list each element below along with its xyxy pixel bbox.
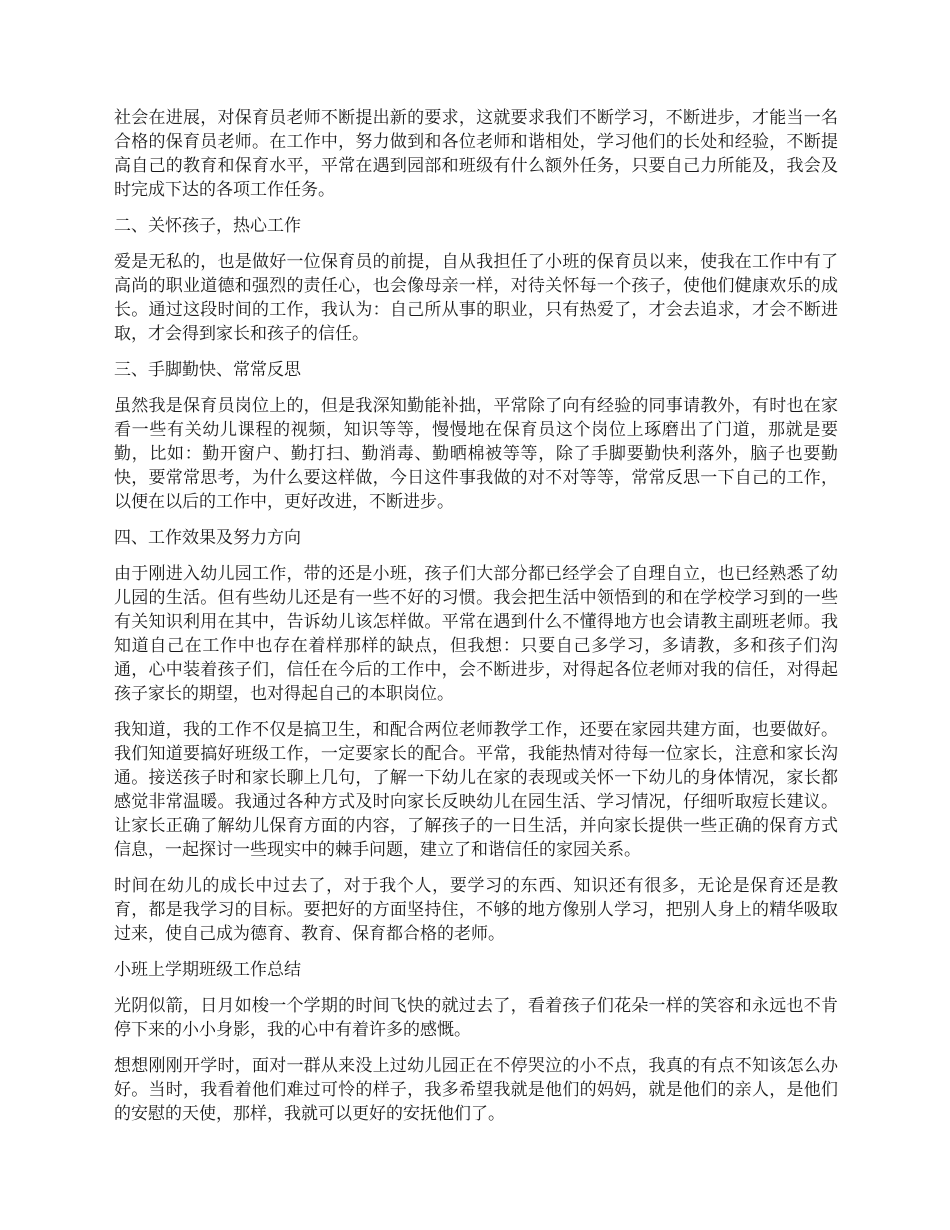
section-heading: 小班上学期班级工作总结 (114, 960, 301, 980)
body-paragraph: 时间在幼儿的成长中过去了，对于我个人，要学习的东西、知识还有很多，无论是保育还是教育，都是我学习的目标。要把好的方面坚持住，不够的地方像别人学习，把别人身上的精华吸取过来，使自己成为德育、教育、保育都合格的老师。 (114, 876, 838, 944)
section-heading: 三、手脚勤快、常常反思 (114, 360, 301, 380)
body-paragraph: 我知道，我的工作不仅是搞卫生，和配合两位老师教学工作，还要在家园共建方面，也要做好。我们知道要搞好班级工作，一定要家长的配合。平常，我能热情对待每一位家长，注意和家长沟通。接送孩子时和家长聊上几句，了解一下幼儿在家的表现或关怀一下幼儿的身体情况，家长都感觉非常温暖。我通过各种方式及时向家长反映幼儿在园生活、学习情况，仔细听取痘长建议。让家长正确了解幼儿保育方面的内容，了解孩子的一日生活，并向家长提供一些正确的保育方式信息，一起探讨一些现实中的棘手问题，建立了和谐信任的家园关系。 (114, 720, 838, 860)
body-paragraph: 虽然我是保育员岗位上的，但是我深知勤能补拙，平常除了向有经验的同事请教外，有时也在家看一些有关幼儿课程的视频，知识等等，慢慢地在保育员这个岗位上琢磨出了门道，那就是要勤，比如：勤开窗户、勤打扫、勤消毒、勤晒棉被等等，除了手脚要勤快利落外，脑子也要勤快，要常常思考，为什么要这样做，今日这件事我做的对不对等等，常常反思一下自己的工作，以便在以后的工作中，更好改进，不断进步。 (114, 396, 838, 512)
body-paragraph: 由于刚进入幼儿园工作，带的还是小班，孩子们大部分都已经学会了自理自立，也已经熟悉了幼儿园的生活。但有些幼儿还是有一些不好的习惯。我会把生活中领悟到的和在学校学习到的一些有关知识利用在其中，告诉幼儿该怎样做。平常在遇到什么不懂得地方也会请教主副班老师。我知道自己在工作中也存在着样那样的缺点，但我想：只要自己多学习，多请教，多和孩子们沟通，心中装着孩子们，信任在今后的工作中，会不断进步，对得起各位老师对我的信任，对得起孩子家长的期望，也对得起自己的本职岗位。 (114, 564, 838, 704)
section-heading: 四、工作效果及努力方向 (114, 528, 301, 548)
section-heading: 二、关怀孩子，热心工作 (114, 216, 301, 236)
body-paragraph: 爱是无私的，也是做好一位保育员的前提，自从我担任了小班的保育员以来，使我在工作中有了高尚的职业道德和强烈的责任心，也会像母亲一样，对待关怀每一个孩子，使他们健康欢乐的成长。通过这段时间的工作，我认为：自己所从事的职业，只有热爱了，才会去追求，才会不断进取，才会得到家长和孩子的信任。 (114, 252, 838, 344)
body-paragraph: 光阴似箭，日月如梭一个学期的时间飞快的就过去了，看着孩子们花朵一样的笑容和永远也不肯停下来的小小身影，我的心中有着许多的感慨。 (114, 996, 838, 1040)
body-paragraph: 社会在进展，对保育员老师不断提出新的要求，这就要求我们不断学习，不断进步，才能当一名合格的保育员老师。在工作中，努力做到和各位老师和谐相处，学习他们的长处和经验，不断提高自己的教育和保育水平，平常在遇到园部和班级有什么额外任务，只要自己力所能及，我会及时完成下达的各项工作任务。 (114, 108, 838, 200)
body-paragraph: 想想刚刚开学时，面对一群从来没上过幼儿园正在不停哭泣的小不点，我真的有点不知该怎么办好。当时，我看着他们难过可怜的样子，我多希望我就是他们的妈妈，就是他们的亲人，是他们的安慰的天使，那样，我就可以更好的安抚他们了。 (114, 1056, 838, 1124)
